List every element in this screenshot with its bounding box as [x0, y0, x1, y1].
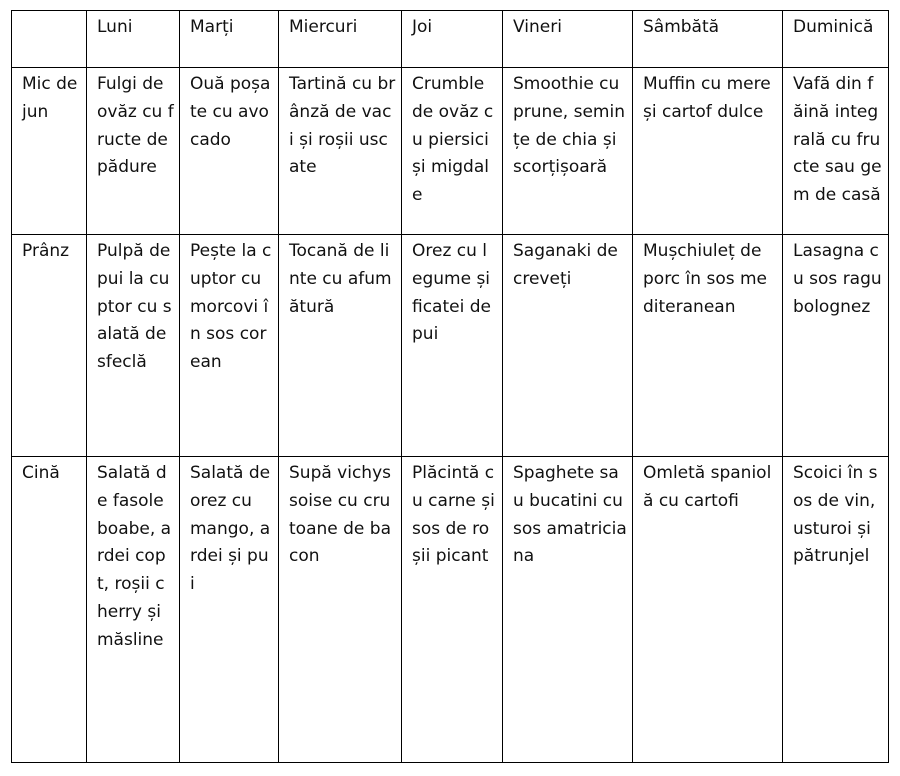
- meal-cell: Smoothie cu prune, semințe de chia și scorțișoară: [503, 68, 633, 235]
- meal-cell: Spaghete sau bucatini cu sos amatriciana: [503, 457, 633, 763]
- meal-cell: Orez cu legume și ficatei de pui: [402, 235, 503, 457]
- meal-plan-table: [11, 10, 889, 763]
- meal-cell: Omletă spaniolă cu cartofi: [633, 457, 783, 763]
- meal-cell: Tartină cu brânză de vaci și roșii uscate: [279, 68, 402, 235]
- meal-cell: Supă vichyssoise cu crutoane de bacon: [279, 457, 402, 763]
- header-day-monday: Luni: [87, 11, 180, 68]
- meal-cell: Salată de orez cu mango, ardei și pui: [180, 457, 279, 763]
- table-row-breakfast: [12, 68, 889, 235]
- table-row-lunch: [12, 235, 889, 457]
- header-day-friday: Vineri: [503, 11, 633, 68]
- meal-cell: Plăcintă cu carne și sos de roșii picant: [402, 457, 503, 763]
- header-day-saturday: Sâmbătă: [633, 11, 783, 68]
- header-row: [12, 11, 889, 68]
- meal-cell: Pulpă de pui la cuptor cu salată de sfeclă: [87, 235, 180, 457]
- header-day-tuesday: Marți: [180, 11, 279, 68]
- meal-cell: Salată de fasole boabe, ardei copt, roșii cherry și măsline: [87, 457, 180, 763]
- table-row-dinner: [12, 457, 889, 763]
- row-label-dinner: Cină: [12, 457, 87, 763]
- meal-cell: Vafă din făină integrală cu fructe sau gem de casă: [783, 68, 889, 235]
- header-day-thursday: Joi: [402, 11, 503, 68]
- corner-cell: [12, 11, 87, 68]
- meal-cell: Scoici în sos de vin, usturoi și pătrunjel: [783, 457, 889, 763]
- meal-cell: Lasagna cu sos ragu bolognez: [783, 235, 889, 457]
- meal-cell: Muffin cu mere și cartof dulce: [633, 68, 783, 235]
- meal-cell: Saganaki de creveți: [503, 235, 633, 457]
- meal-cell: Pește la cuptor cu morcovi în sos corean: [180, 235, 279, 457]
- header-day-sunday: Duminică: [783, 11, 889, 68]
- row-label-lunch: Prânz: [12, 235, 87, 457]
- header-day-wednesday: Miercuri: [279, 11, 402, 68]
- meal-cell: Crumble de ovăz cu piersici și migdale: [402, 68, 503, 235]
- meal-cell: Mușchiuleț de porc în sos mediteranean: [633, 235, 783, 457]
- meal-cell: Fulgi de ovăz cu fructe de pădure: [87, 68, 180, 235]
- meal-cell: Ouă poșate cu avocado: [180, 68, 279, 235]
- meal-cell: Tocană de linte cu afumătură: [279, 235, 402, 457]
- row-label-breakfast: Mic dejun: [12, 68, 87, 235]
